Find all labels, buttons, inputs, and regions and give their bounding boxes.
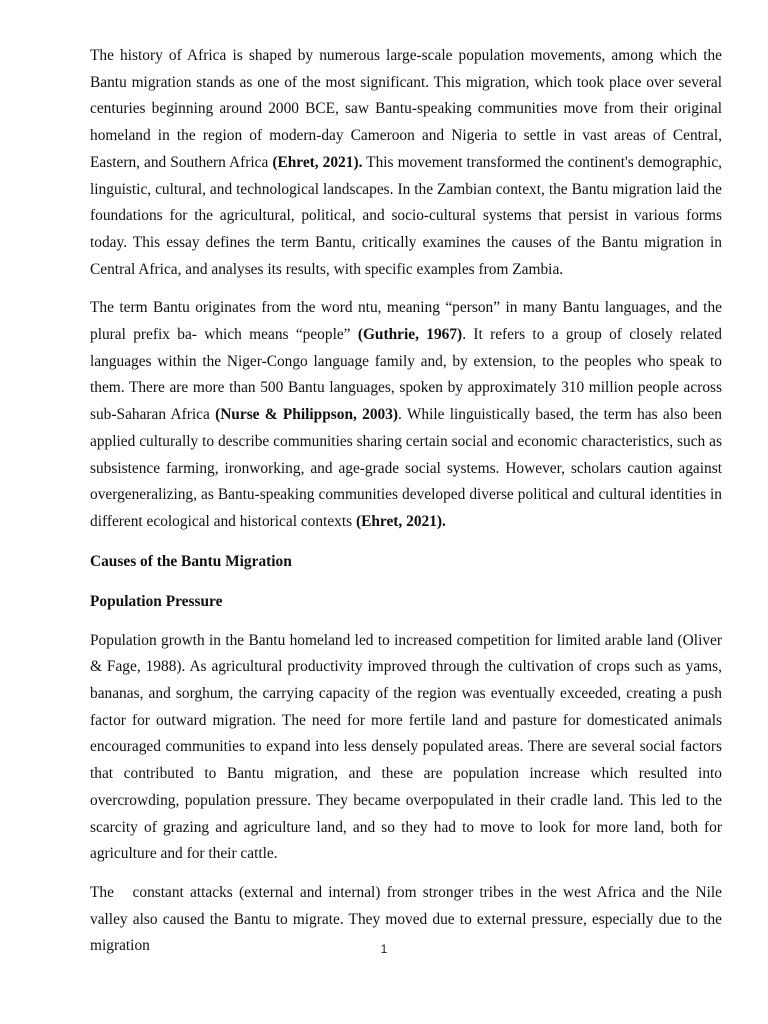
intro-text-2: This movement transformed the continent's demographic, linguistic, cultural, and technological landscapes. In the Zambian context, the Bantu migration laid the foundations for the agricultural, political, and socio-cultural systems that persist in various forms today. This essay defines the term Bantu, critically examines the causes of the Bantu migration in Central Africa, and analyses its results, with specific examples from Zambia. [90, 153, 723, 278]
citation-ehret: (Ehret, 2021). [272, 153, 363, 171]
population-paragraph: Population growth in the Bantu homeland led to increased competition for limited arable land (Oliver & Fage, 1988). As agricultural productivity improved through the cultivation of crops such as yams, bananas, and sorghum, the carrying capacity of the region was eventually exceeded, creating a push factor for outward migration. The need for more fertile land and pasture for domesticated animals encouraged communities to expand into less densely populated areas. There are several social factors that contributed to Bantu migration, and these are population increase which resulted into overcrowding, population pressure. They became overpopulated in their cradle land. This led to the scarcity of grazing and agriculture land, and so they had to move to look for more land, both for agriculture and for their cattle. [90, 631, 722, 863]
citation-guthrie: (Guthrie, 1967) [357, 326, 463, 344]
subsection-heading-population: Population Pressure [90, 592, 223, 610]
section-heading-causes: Causes of the Bantu Migration [90, 552, 292, 570]
document-content [90, 43, 726, 960]
definition-text-2: . It refers to a group of closely related languages within the Niger-Congo language family and, by extension, to the peoples who speak to them. There are more than 500 Bantu languages, spoken by approximately 310 million people across sub-Saharan Africa [90, 326, 722, 424]
page-number: 1 [380, 942, 388, 956]
definition-paragraph [90, 295, 722, 535]
definition-text-1: The term Bantu originates from the word ntu, meaning “person” in many Bantu languages, and the plural prefix ba- which means “people” [90, 299, 722, 344]
citation-nurse-philippson: (Nurse & Philippson, 2003) [215, 406, 399, 424]
citation-ehret-2: (Ehret, 2021). [355, 512, 446, 530]
intro-text-1: The history of Africa is shaped by numerous large-scale population movements, among which the Bantu migration stands as one of the most significant. This migration, which took place over several centuries beginning around 2000 BCE, saw Bantu-speaking communities move from their original homeland in the region of modern-day Cameroon and Nigeria to settle in vast areas of Central, Eastern, and Southern Africa [90, 47, 722, 171]
intro-paragraph [90, 43, 722, 283]
attacks-paragraph: The constant attacks (external and internal) from stronger tribes in the west Africa and the Nile valley also caused the Bantu to migrate. They moved due to external pressure, especially due to the migration [90, 883, 726, 955]
definition-text-3: . While linguistically based, the term has also been applied culturally to describe communities sharing certain social and economic characteristics, such as subsistence farming, ironworking, and age-grade social systems. However, scholars caution against overgeneralizing, as Bantu-speaking communities developed diverse political and cultural identities in different ecological and historical contexts [90, 406, 722, 530]
